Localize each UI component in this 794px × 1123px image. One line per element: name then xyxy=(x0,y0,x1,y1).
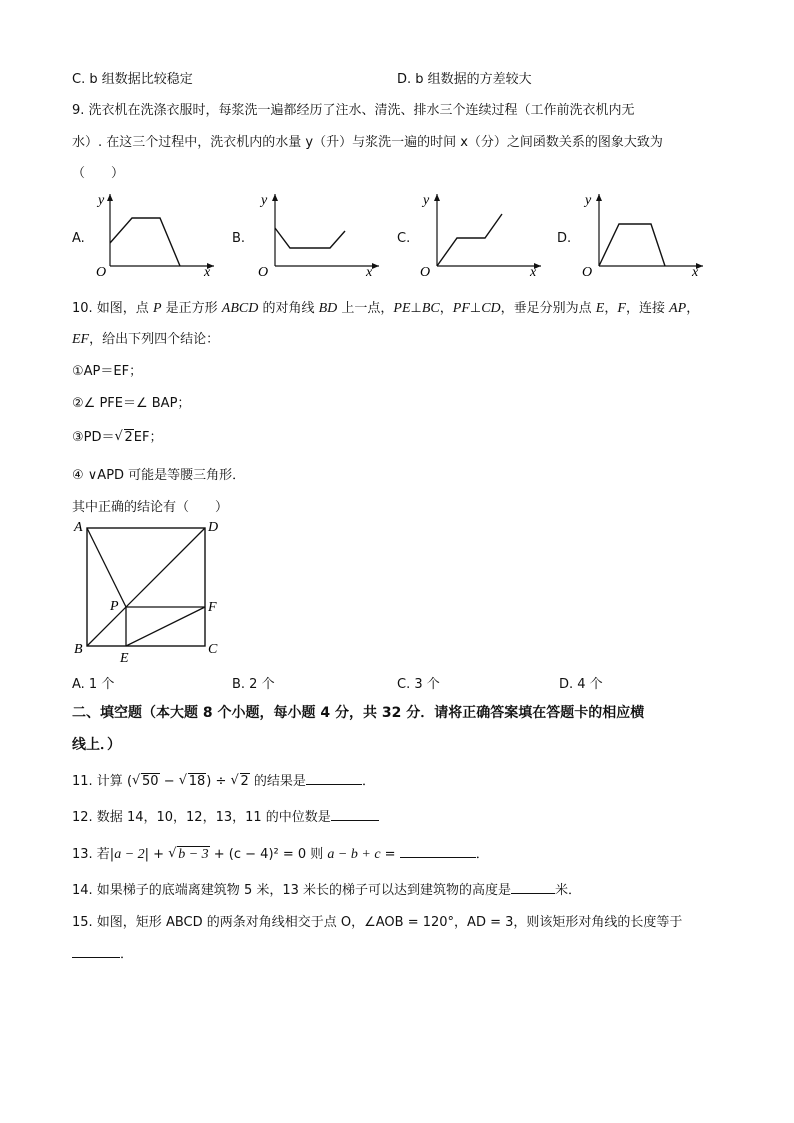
q8-option-d: D. b 组数据的方差较大 xyxy=(397,72,532,87)
q10-perp-symbol: ⊥ xyxy=(469,301,482,316)
q10-point-f: F xyxy=(617,301,626,316)
q11-question xyxy=(72,770,375,789)
radicand: b − 3 xyxy=(178,847,209,862)
q9-graph-a-label: A. xyxy=(72,231,85,246)
section-heading-line1: 二、填空题（本大题 8 个小题，每小题 4 分，共 32 分．请将正确答案填在答题卡的相应横 xyxy=(72,705,645,721)
q9-stem-line2: 水）. 在这三个过程中，洗衣机内的水量 y（升）与浆洗一遍的时间 x（分）之间函数关系的图象大致为 xyxy=(72,135,663,150)
q10-stem-line1 xyxy=(72,297,699,317)
q9-graph-c-y: y xyxy=(423,193,430,208)
q10-point-p: P xyxy=(152,301,162,316)
q14-text: 14. 如果梯子的底端离建筑物 5 米，13 米长的梯子可以达到建筑物的高度是 xyxy=(72,883,512,898)
q13-text: ． xyxy=(475,847,489,862)
q10-conclusion-1: ①AP＝EF； xyxy=(72,364,143,379)
q9-graph-a-o: O xyxy=(96,265,107,278)
q11-text: ． xyxy=(361,774,375,789)
answer-blank[interactable] xyxy=(511,881,555,894)
radicand: 2 xyxy=(240,774,249,789)
q10-square-name: ABCD xyxy=(221,301,259,316)
q10-point-e: E xyxy=(595,301,605,316)
q13-question xyxy=(72,843,489,863)
q11-text: 的结果是 xyxy=(249,774,306,789)
sqrt-radical xyxy=(179,774,207,789)
q10-text: 10. 如图，点 xyxy=(72,301,153,316)
q10-seg-bc: BC xyxy=(421,301,440,316)
q10-text: ，给出下列四个结论： xyxy=(89,332,220,347)
q9-graph-a-x: x xyxy=(204,265,211,278)
q9-graph-d-o: O xyxy=(582,265,593,278)
q9-graph-c-label: C. xyxy=(397,231,411,246)
q13-expr: a − 2 xyxy=(114,847,145,862)
q10-conclusion-3 xyxy=(72,426,163,445)
q13-text: + (c − 4)² = 0 则 xyxy=(209,847,328,862)
q14-text: 米． xyxy=(555,883,582,898)
q10-text: ，垂足分别为点 xyxy=(500,301,596,316)
q10-text: ，连接 xyxy=(625,301,670,316)
q10-conclusion-2: ②∠ PFE＝∠ BAP； xyxy=(72,396,191,411)
q10-perp-symbol: ⊥ xyxy=(410,301,422,316)
q10-text: ③PD＝ xyxy=(72,430,115,445)
fig-label-a: A xyxy=(74,520,83,535)
q9-graph-b-label: B. xyxy=(232,231,246,246)
fig-label-d: D xyxy=(208,520,219,535)
q10-text: ， xyxy=(604,301,618,316)
fig-label-f: F xyxy=(208,600,217,615)
sqrt-radical xyxy=(132,774,160,789)
q10-text: EF； xyxy=(133,430,163,445)
q10-option-d: D. 4 个 xyxy=(559,677,603,692)
q14-question xyxy=(72,879,581,898)
q9-graph-c[interactable] xyxy=(417,188,547,278)
q10-stem-line2 xyxy=(72,328,219,348)
q15-question-line2 xyxy=(72,943,133,962)
sqrt-radical xyxy=(231,774,250,789)
q10-square-figure[interactable] xyxy=(70,516,230,664)
fig-label-b: B xyxy=(74,642,83,657)
q10-option-b: B. 2 个 xyxy=(232,677,275,692)
q11-text: ) ÷ xyxy=(206,774,231,789)
q12-text: 12. 数据 14，10，12，13，11 的中位数是 xyxy=(72,810,331,825)
q10-text: 是正方形 xyxy=(161,301,222,316)
fig-label-c: C xyxy=(208,642,218,657)
q10-text: 的对角线 xyxy=(258,301,319,316)
q9-graph-d-y: y xyxy=(585,193,592,208)
q10-seg-pe: PE xyxy=(393,301,411,316)
q15-text: ． xyxy=(120,947,134,962)
q9-graph-c-x: x xyxy=(530,265,537,278)
q9-graph-d-label: D. xyxy=(557,231,572,246)
fig-label-e: E xyxy=(120,651,129,664)
q11-text: 11. 计算 ( xyxy=(72,774,133,789)
q10-seg-cd: CD xyxy=(481,301,501,316)
answer-blank[interactable] xyxy=(306,772,362,785)
answer-blank[interactable] xyxy=(331,808,379,821)
radicand: 2 xyxy=(124,430,133,445)
q9-graph-d-x: x xyxy=(692,265,699,278)
q9-graph-a-y: y xyxy=(98,193,105,208)
radicand: 50 xyxy=(142,774,159,789)
sqrt-radical xyxy=(115,430,134,445)
q9-graph-a[interactable] xyxy=(90,188,220,278)
q15-question-line1: 15. 如图，矩形 ABCD 的两条对角线相交于点 O，∠AOB = 120°，AD = 3，则该矩形对角线的长度等于 xyxy=(72,915,683,930)
q10-option-c: C. 3 个 xyxy=(397,677,440,692)
q13-expr: a − b + c xyxy=(327,847,381,862)
q9-graph-d[interactable] xyxy=(579,188,709,278)
q9-answer-paren: （ ） xyxy=(72,166,125,181)
q10-question-prompt: 其中正确的结论有（ ） xyxy=(72,500,229,515)
q10-text: 上一点， xyxy=(337,301,394,316)
q10-text: ， xyxy=(439,301,453,316)
sqrt-radical xyxy=(168,847,209,863)
answer-blank[interactable] xyxy=(72,945,120,958)
q13-text: | + xyxy=(144,847,169,862)
radicand: 18 xyxy=(188,774,206,789)
fig-label-p: P xyxy=(110,599,119,614)
q9-stem-line1: 9. 洗衣机在洗涤衣服时，每浆洗一遍都经历了注水、清洗、排水三个连续过程（工作前洗衣机内无 xyxy=(72,103,635,118)
q10-text: ， xyxy=(686,301,700,316)
q9-graph-b[interactable] xyxy=(255,188,385,278)
section-heading-line2: 线上．） xyxy=(72,737,121,753)
q9-graph-b-y: y xyxy=(261,193,268,208)
q10-diagonal-bd: BD xyxy=(318,301,338,316)
answer-blank[interactable] xyxy=(400,845,476,858)
q12-question xyxy=(72,806,379,825)
q13-text: = xyxy=(380,847,400,862)
q9-graph-c-o: O xyxy=(420,265,431,278)
q13-text: 13. 若| xyxy=(72,847,115,862)
q9-graph-b-x: x xyxy=(366,265,373,278)
q11-text: − xyxy=(159,774,179,789)
q9-graph-b-o: O xyxy=(258,265,269,278)
q10-seg-ef: EF xyxy=(72,332,90,347)
q10-seg-ap: AP xyxy=(669,301,687,316)
q10-conclusion-4: ④ ∨APD 可能是等腰三角形． xyxy=(72,468,246,483)
q10-seg-pf: PF xyxy=(452,301,470,316)
q10-option-a: A. 1 个 xyxy=(72,677,115,692)
q8-option-c: C. b 组数据比较稳定 xyxy=(72,72,193,87)
